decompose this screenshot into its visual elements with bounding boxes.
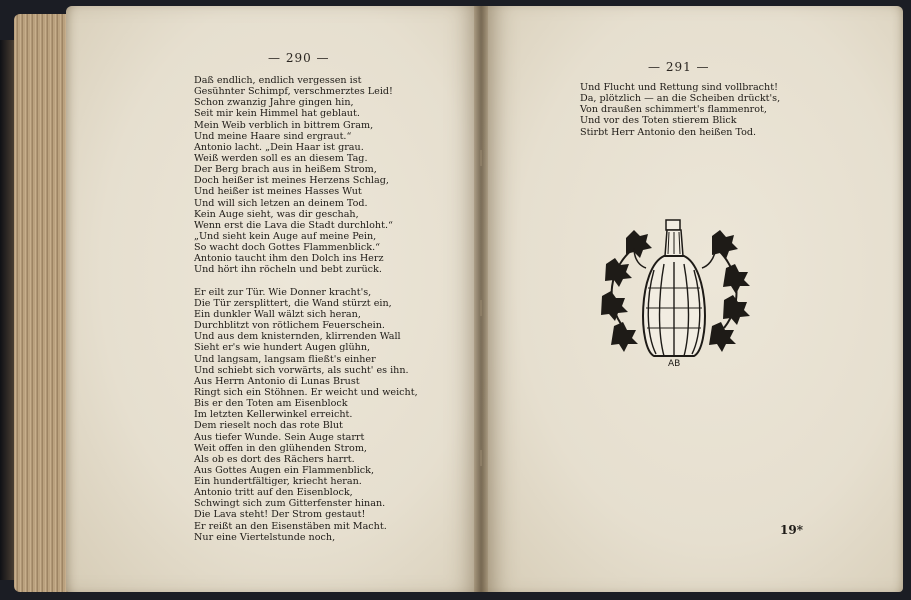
poem-line: Und vor des Toten stierem Blick [580, 115, 737, 127]
poem-line: Antonio tritt auf den Eisenblock, [194, 487, 353, 499]
right-page-text [580, 82, 780, 138]
poem-line: Und hört ihn röcheln und bebt zurück. [194, 264, 382, 276]
binding-stitch [480, 450, 482, 466]
page-number-left: — 290 — [268, 51, 330, 65]
poem-line: Der Berg brach aus in heißem Strom, [194, 164, 377, 176]
page-number-right: — 291 — [648, 60, 710, 74]
poem-line: Weiß werden soll es an diesem Tag. [194, 152, 368, 164]
poem-line: Als ob es dort des Rächers harrt. [194, 453, 355, 465]
book-spine [474, 6, 488, 592]
poem-line: Und will sich letzen an deinem Tod. [194, 197, 368, 209]
poem-line: Antonio lacht. „Dein Haar ist grau. [194, 141, 364, 153]
poem-line: Aus Gottes Augen ein Flammenblick, [194, 464, 375, 476]
artist-monogram: AB [668, 359, 681, 368]
binding-stitch [480, 300, 482, 316]
poem-line: Mein Weib verblich in bittrem Gram, [194, 119, 374, 131]
poem-line: Wenn erst die Lava die Stadt durchloht.“ [194, 219, 393, 231]
binding-stitch [480, 150, 482, 166]
poem-line: Antonio taucht ihm den Dolch ins Herz [194, 253, 384, 265]
poem-line: Bis er den Toten am Eisenblock [194, 398, 348, 410]
left-page-text [194, 75, 418, 543]
poem-line: Stirbt Herr Antonio den heißen Tod. [580, 126, 757, 138]
left-page [66, 6, 482, 592]
poem-line: Aus Herrn Antonio di Lunas Brust [194, 375, 360, 387]
poem-line: Und schiebt sich vorwärts, als sucht' es ihn. [194, 364, 409, 376]
poem-line: Durchblitzt von rötlichem Feuerschein. [194, 320, 385, 332]
poem-line: Doch heißer ist meines Herzens Schlag, [194, 175, 389, 187]
poem-line: Im letzten Kellerwinkel erreicht. [194, 409, 353, 421]
poem-line: So wacht doch Gottes Flammenblick.“ [194, 242, 381, 254]
stanza-break [194, 276, 418, 287]
signature-mark: 19* [780, 523, 803, 537]
poem-line: Die Tür zersplittert, die Wand stürzt ein, [194, 297, 392, 309]
poem-line: Von draußen schimmert's flammenrot, [580, 104, 767, 116]
poem-line: Und aus dem knisternden, klirrenden Wall [194, 331, 401, 343]
poem-line: Schwingt sich zum Gitterfenster hinan. [194, 498, 386, 510]
poem-line: Ein hundertfältiger, kriecht heran. [194, 476, 362, 488]
poem-line: Sieht er's wie hundert Augen glühn, [194, 342, 371, 354]
poem-line: Daß endlich, endlich vergessen ist [194, 75, 362, 86]
poem-line: Und Flucht und Rettung sind vollbracht! [580, 82, 778, 93]
page-edges [14, 14, 74, 592]
poem-line: Die Lava steht! Der Strom gestaut! [194, 509, 366, 521]
poem-line: Er eilt zur Tür. Wie Donner kracht's, [194, 286, 372, 298]
wine-flask-vine-icon [594, 208, 754, 368]
poem-line: Nur eine Viertelstunde noch, [194, 531, 336, 543]
right-page [482, 6, 903, 592]
poem-line: Seit mir kein Himmel hat geblaut. [194, 108, 360, 120]
poem-line: Er reißt an den Eisenstäben mit Macht. [194, 520, 387, 532]
poem-line: Ein dunkler Wall wälzt sich heran, [194, 308, 361, 320]
poem-line: Ringt sich ein Stöhnen. Er weicht und weicht, [194, 386, 418, 398]
poem-line: Und heißer ist meines Hasses Wut [194, 186, 362, 198]
poem-line: Aus tiefer Wunde. Sein Auge starrt [194, 431, 365, 443]
poem-line: Weit offen in den glühenden Strom, [194, 442, 367, 454]
poem-line: Und langsam, langsam fließt's einher [194, 353, 376, 365]
poem-line: Da, plötzlich — an die Scheiben drückt's, [580, 93, 781, 105]
poem-line: Dem rieselt noch das rote Blut [194, 420, 343, 432]
poem-line: „Und sieht kein Auge auf meine Pein, [194, 230, 377, 242]
poem-line: Schon zwanzig Jahre gingen hin, [194, 97, 354, 109]
poem-line: Und meine Haare sind ergraut.“ [194, 130, 352, 142]
poem-line: Kein Auge sieht, was dir geschah, [194, 208, 359, 220]
poem-line: Gesühnter Schimpf, verschmerztes Leid! [194, 86, 393, 98]
